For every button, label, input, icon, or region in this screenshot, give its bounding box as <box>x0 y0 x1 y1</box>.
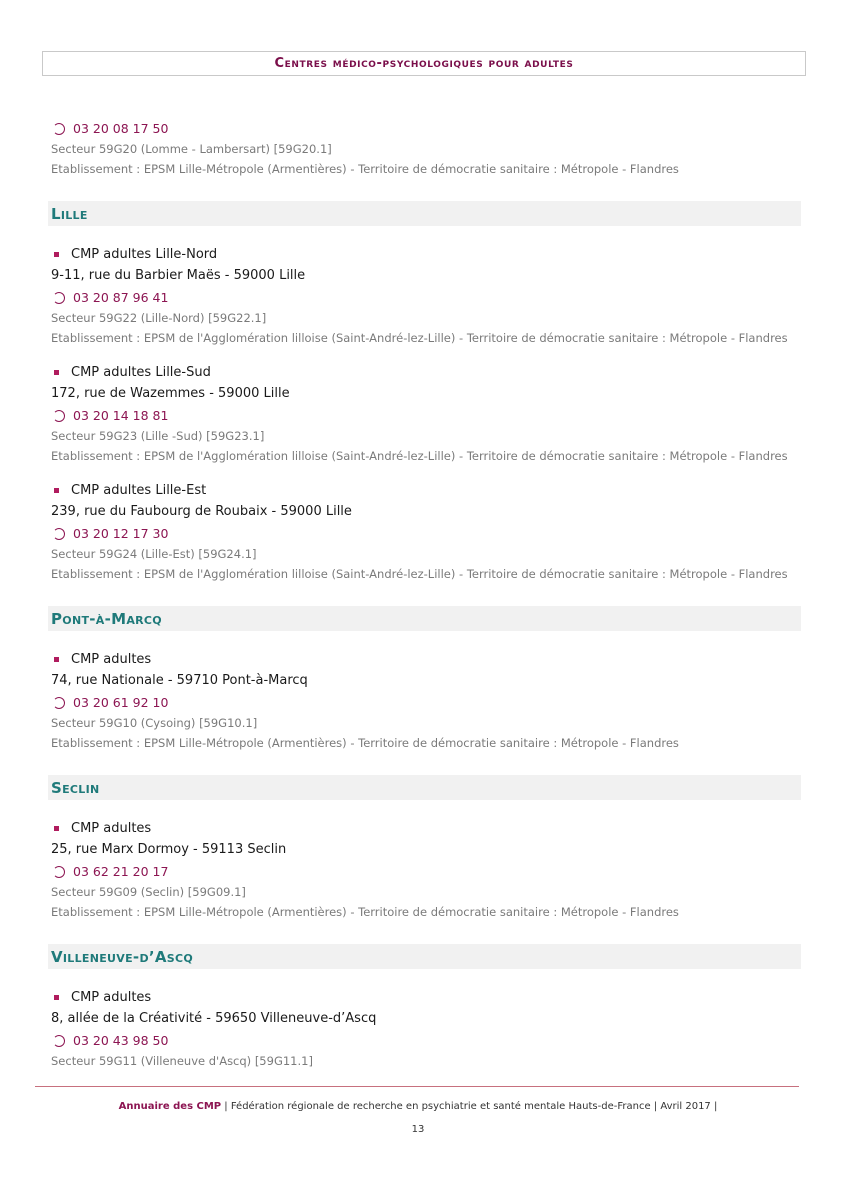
etablissement-text: Etablissement : EPSM Lille-Métropole (Armentières) - Territoire de démocratie sanitaire : Métropole - Flandres <box>51 736 679 750</box>
phone-icon <box>53 123 65 135</box>
secteur-text: Secteur 59G23 (Lille -Sud) [59G23.1] <box>51 429 265 443</box>
footer-divider <box>35 1086 799 1087</box>
section-header <box>48 775 801 800</box>
entry-name-line <box>51 987 801 1008</box>
section-header <box>48 606 801 631</box>
page-number: 13 <box>411 1124 425 1135</box>
section-title: Pont-à-Marcq <box>51 609 162 628</box>
secteur-text: Secteur 59G09 (Seclin) [59G09.1] <box>51 885 246 899</box>
phone-icon <box>53 697 65 709</box>
cmp-entry <box>51 362 801 466</box>
phone-number[interactable]: 03 20 43 98 50 <box>73 1033 169 1048</box>
entry-name-line <box>51 244 801 265</box>
section-header <box>48 944 801 969</box>
etablissement-text: Etablissement : EPSM de l'Agglomération lilloise (Saint-André-lez-Lille) - Territoire de démocratie sanitaire : Métropole - Flandres <box>51 567 788 581</box>
page-header <box>42 51 806 76</box>
entry-name: CMP adultes <box>71 821 152 836</box>
phone-number[interactable]: 03 20 12 17 30 <box>73 526 169 541</box>
bullet-icon <box>54 488 59 493</box>
bullet-icon <box>54 995 59 1000</box>
bullet-icon <box>54 826 59 831</box>
etablissement-text: Etablissement : EPSM de l'Agglomération lilloise (Saint-André-lez-Lille) - Territoire de démocratie sanitaire : Métropole - Flandres <box>51 331 788 345</box>
entry-name-line <box>51 480 801 501</box>
bullet-icon <box>54 370 59 375</box>
bullet-icon <box>54 252 59 257</box>
entry-name: CMP adultes <box>71 652 152 667</box>
phone-number[interactable]: 03 20 87 96 41 <box>73 290 169 305</box>
entry-address: 25, rue Marx Dormoy - 59113 Seclin <box>51 842 287 857</box>
intro-entry <box>51 118 801 179</box>
entry-name: CMP adultes Lille-Sud <box>71 365 211 380</box>
phone-icon <box>53 866 65 878</box>
footer-brand: Annuaire des CMP <box>118 1101 222 1112</box>
cmp-entry <box>51 244 801 348</box>
phone-number[interactable]: 03 20 61 92 10 <box>73 695 169 710</box>
entry-name-line <box>51 649 801 670</box>
section-header <box>48 201 801 226</box>
secteur-text: Secteur 59G22 (Lille-Nord) [59G22.1] <box>51 311 267 325</box>
entry-address: 172, rue de Wazemmes - 59000 Lille <box>51 386 290 401</box>
phone-line <box>51 287 801 308</box>
phone-line <box>51 523 801 544</box>
phone-icon <box>53 410 65 422</box>
phone-icon <box>53 1035 65 1047</box>
entry-name: CMP adultes Lille-Nord <box>71 247 218 262</box>
etablissement-text: Etablissement : EPSM Lille-Métropole (Armentières) - Territoire de démocratie sanitaire : Métropole - Flandres <box>51 905 679 919</box>
cmp-entry <box>51 818 801 922</box>
cmp-entry <box>51 480 801 584</box>
secteur-text: Secteur 59G10 (Cysoing) [59G10.1] <box>51 716 258 730</box>
entry-address: 8, allée de la Créativité - 59650 Villeneuve-d’Ascq <box>51 1011 377 1026</box>
phone-number[interactable]: 03 62 21 20 17 <box>73 864 169 879</box>
etablissement-text: Etablissement : EPSM de l'Agglomération lilloise (Saint-André-lez-Lille) - Territoire de démocratie sanitaire : Métropole - Flandres <box>51 449 788 463</box>
entry-name-line <box>51 818 801 839</box>
phone-icon <box>53 528 65 540</box>
cmp-entry <box>51 987 801 1071</box>
entry-address: 74, rue Nationale - 59710 Pont-à-Marcq <box>51 673 308 688</box>
phone-line <box>51 1030 801 1051</box>
etablissement-text: Etablissement : EPSM Lille-Métropole (Armentières) - Territoire de démocratie sanitaire : Métropole - Flandres <box>51 162 679 176</box>
bullet-icon <box>54 657 59 662</box>
secteur-text: Secteur 59G24 (Lille-Est) [59G24.1] <box>51 547 257 561</box>
footer-text: | Fédération régionale de recherche en psychiatrie et santé mentale Hauts-de-France | Avril 2017 | <box>221 1101 718 1112</box>
cmp-entry <box>51 649 801 753</box>
header-title: Centres médico-psychologiques pour adultes <box>274 56 574 71</box>
section-title: Villeneuve-d’Ascq <box>51 947 194 966</box>
phone-icon <box>53 292 65 304</box>
phone-line <box>51 405 801 426</box>
footer <box>0 1101 836 1112</box>
section-title: Lille <box>51 204 88 223</box>
phone-line <box>51 692 801 713</box>
entry-name-line <box>51 362 801 383</box>
secteur-text: Secteur 59G11 (Villeneuve d'Ascq) [59G11.1] <box>51 1054 313 1068</box>
entry-address: 239, rue du Faubourg de Roubaix - 59000 Lille <box>51 504 352 519</box>
phone-line <box>51 861 801 882</box>
phone-line <box>51 118 801 139</box>
entry-name: CMP adultes Lille-Est <box>71 483 207 498</box>
entry-name: CMP adultes <box>71 990 152 1005</box>
secteur-text: Secteur 59G20 (Lomme - Lambersart) [59G20.1] <box>51 142 332 156</box>
directory-content <box>51 118 801 1085</box>
phone-number[interactable]: 03 20 14 18 81 <box>73 408 169 423</box>
phone-number[interactable]: 03 20 08 17 50 <box>73 121 169 136</box>
entry-address: 9-11, rue du Barbier Maës - 59000 Lille <box>51 268 306 283</box>
section-title: Seclin <box>51 778 100 797</box>
